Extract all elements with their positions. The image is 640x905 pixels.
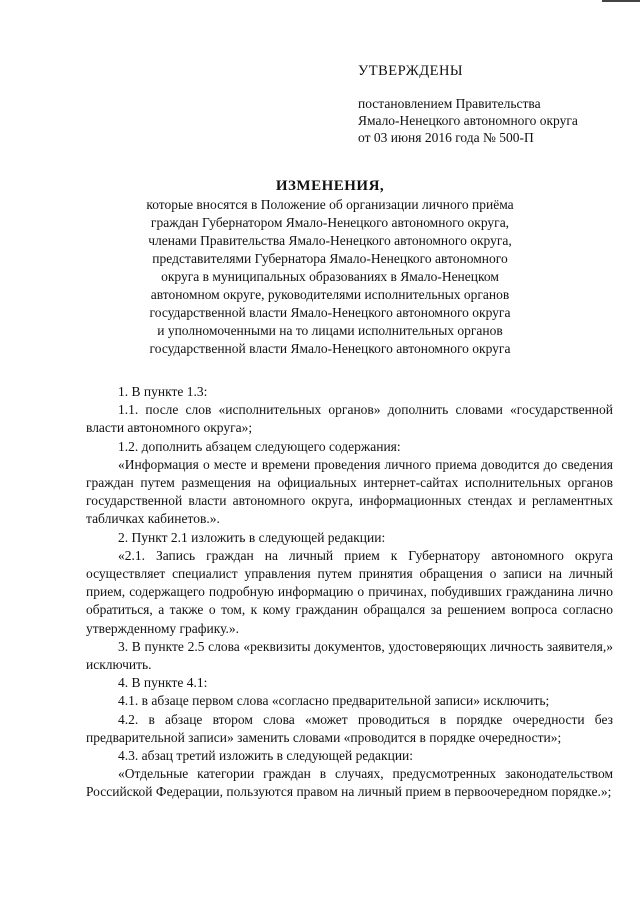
paragraph: «2.1. Запись граждан на личный прием к Губернатору автономного округа осуществляет специалист управления путем принятия обращения о записи на личный прием, содержащего подробную информацию о причинах, побудивших гражданина лично обратиться, а также о том, к кому гражданин обращался за решением вопроса согласно утвержденному графику.». xyxy=(86,547,613,636)
subtitle-line: государственной власти Ямало-Ненецкого автономного округа xyxy=(149,305,511,320)
document-subtitle xyxy=(60,196,600,358)
scan-edge-mark xyxy=(602,0,640,2)
document-title: ИЗМЕНЕНИЯ, xyxy=(275,178,385,194)
document-body xyxy=(86,383,613,802)
paragraph: 2. Пункт 2.1 изложить в следующей редакции: xyxy=(118,529,386,545)
paragraph: 3. В пункте 2.5 слова «реквизиты документов, удостоверяющих личность заявителя,» исключить. xyxy=(86,638,613,673)
approval-block xyxy=(358,63,618,146)
subtitle-line: представителями Губернатора Ямало-Ненецкого автономного xyxy=(152,251,508,266)
subtitle-line: членами Правительства Ямало-Ненецкого автономного округа, xyxy=(148,233,512,248)
approval-line: постановлением Правительства xyxy=(358,96,541,111)
subtitle-line: автономном округе, руководителями исполнительных органов xyxy=(150,287,510,302)
paragraph: 4.2. в абзаце втором слова «может проводиться в порядке очередности без предварительной записи» заменить словами «проводится в порядке очередности»; xyxy=(86,711,613,745)
subtitle-line: и уполномоченными на то лицами исполнительных органов xyxy=(157,323,503,338)
paragraph: 1. В пункте 1.3: xyxy=(118,384,208,399)
paragraph: 4.3. абзац третий изложить в следующей редакции: xyxy=(118,748,414,764)
subtitle-line: округа в муниципальных образованиях в Ямало-Ненецком xyxy=(161,269,499,284)
paragraph: 4.1. в абзаце первом слова «согласно предварительной записи» исключить; xyxy=(118,693,550,709)
paragraph: 4. В пункте 4.1: xyxy=(118,675,208,691)
subtitle-line: граждан Губернатором Ямало-Ненецкого автономного округа, xyxy=(150,215,510,230)
paragraph: 1.1. после слов «исполнительных органов» дополнить словами «государственной власти автономного округа»; xyxy=(86,402,613,436)
paragraph: «Информация о месте и времени проведения личного приема доводится до сведения граждан путем размещения на официальных интернет-сайтах исполнительных органов государственной власти автономного округа, информационных стендах и регламентных табличках кабинетов.». xyxy=(86,456,613,527)
subtitle-line: которые вносятся в Положение об организации личного приёма xyxy=(146,197,514,212)
paragraph: «Отдельные категории граждан в случаях, предусмотренных законодательством Российской Федерации, пользуются правом на личный прием в первоочередном порядке.»; xyxy=(86,766,613,800)
paragraph: 1.2. дополнить абзацем следующего содержания: xyxy=(118,438,401,454)
approval-header: УТВЕРЖДЕНЫ xyxy=(358,63,464,79)
approval-line: Ямало-Ненецкого автономного округа xyxy=(358,113,578,128)
approval-line: от 03 июня 2016 года № 500-П xyxy=(358,130,534,145)
subtitle-line: государственной власти Ямало-Ненецкого автономного округа xyxy=(149,341,511,356)
